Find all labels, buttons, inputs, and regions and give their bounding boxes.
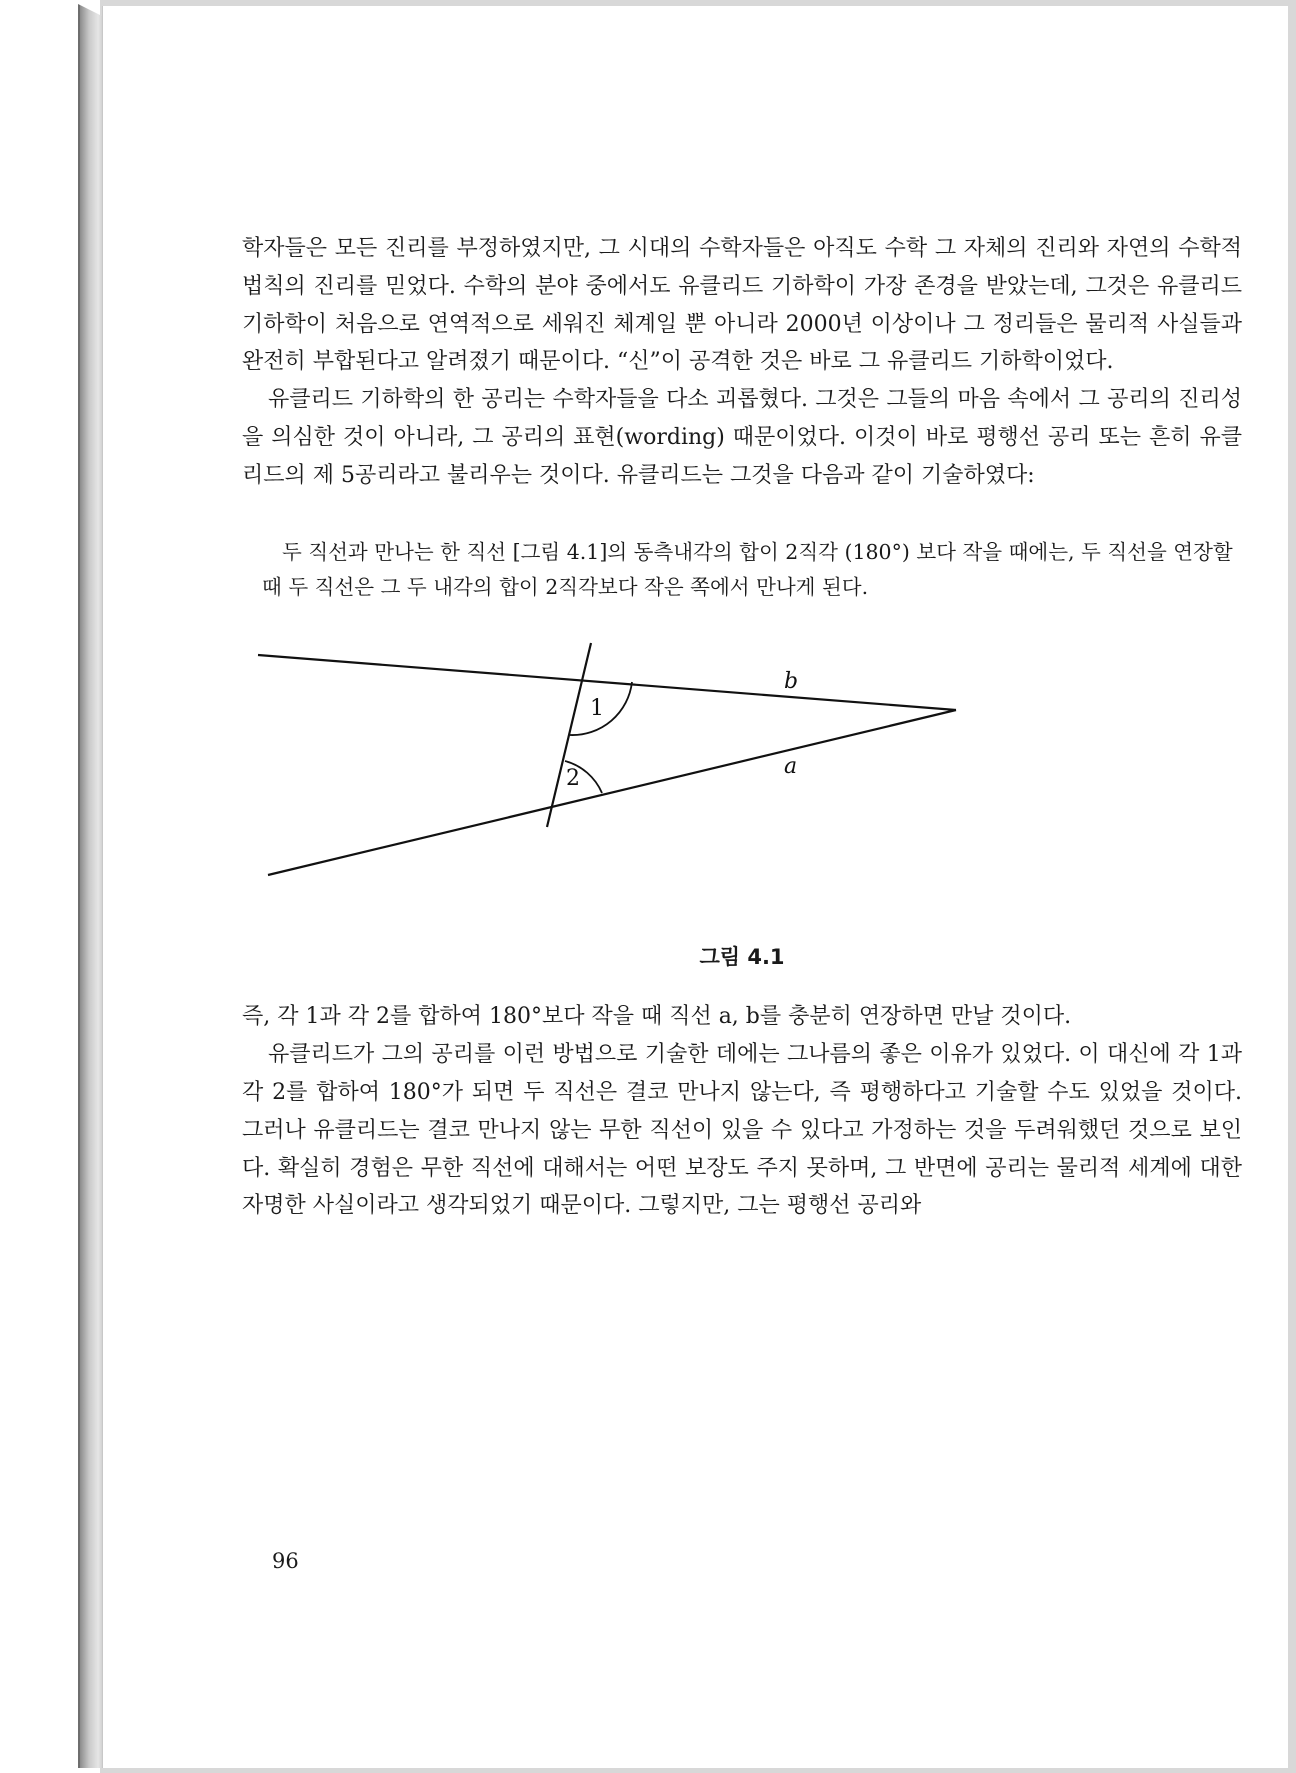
book-page	[102, 6, 1288, 1768]
line-b-label: b	[784, 668, 799, 694]
page-number: 96	[272, 1549, 299, 1573]
line-a-label: a	[784, 753, 798, 779]
figure-4-1	[242, 633, 1242, 933]
page-body	[242, 230, 1242, 1225]
angle-1-label: 1	[590, 695, 604, 721]
angle-2-label: 2	[566, 765, 580, 791]
paragraph-1: 학자들은 모든 진리를 부정하였지만, 그 시대의 수학자들은 아직도 수학 그 자체의 진리와 자연의 수학적 법칙의 진리를 믿었다. 수학의 분야 중에서도 유클리드 기하학이 가장 존경을 받았는데, 그것은 유클리드 기하학이 처음으로 연역적으로 세워진 체계일 뿐 아니라 2000년 이상이나 그 정리들은 물리적 사실들과 완전히 부합된다고 알려졌기 때문이다. “신”이 공격한 것은 바로 그 유클리드 기하학이었다.	[242, 236, 1242, 375]
axiom-quote	[242, 535, 1242, 605]
paragraph-4: 유클리드가 그의 공리를 이런 방법으로 기술한 데에는 그나름의 좋은 이유가 있었다. 이 대신에 각 1과 각 2를 합하여 180°가 되면 두 직선은 결코 만나지 않는다, 즉 평행하다고 기술할 수도 있었을 것이다. 그러나 유클리드는 결코 만나지 않는 무한 직선이 있을 수 있다고 가정하는 것을 두려워했던 것으로 보인다. 확실히 경험은 무한 직선에 대해서는 어떤 보장도 주지 못하며, 그 반면에 공리는 물리적 세계에 대한 자명한 사실이라고 생각되었기 때문이다. 그렇지만, 그는 평행선 공리와	[242, 1042, 1242, 1219]
paragraph-2: 유클리드 기하학의 한 공리는 수학자들을 다소 괴롭혔다. 그것은 그들의 마음 속에서 그 공리의 진리성을 의심한 것이 아니라, 그 공리의 표현(wording) 때문이었다. 이것이 바로 평행선 공리 또는 흔히 유클리드의 제 5공리라고 불리우는 것이다. 유클리드는 그것을 다음과 같이 기술하였다:	[242, 387, 1242, 488]
line-b	[258, 655, 956, 710]
axiom-quote-text: 두 직선과 만나는 한 직선 [그림 4.1]의 동측내각의 합이 2직각 (180°) 보다 작을 때에는, 두 직선을 연장할 때 두 직선은 그 두 내각의 합이 2직각보다 작은 쪽에서 만나게 된다.	[262, 539, 1233, 599]
parallel-postulate-diagram	[220, 633, 1260, 933]
line-a	[268, 710, 956, 875]
paragraph-3: 즉, 각 1과 각 2를 합하여 180°보다 작을 때 직선 a, b를 충분히 연장하면 만날 것이다.	[242, 1004, 1072, 1030]
figure-caption: 그림 4.1	[699, 944, 785, 969]
